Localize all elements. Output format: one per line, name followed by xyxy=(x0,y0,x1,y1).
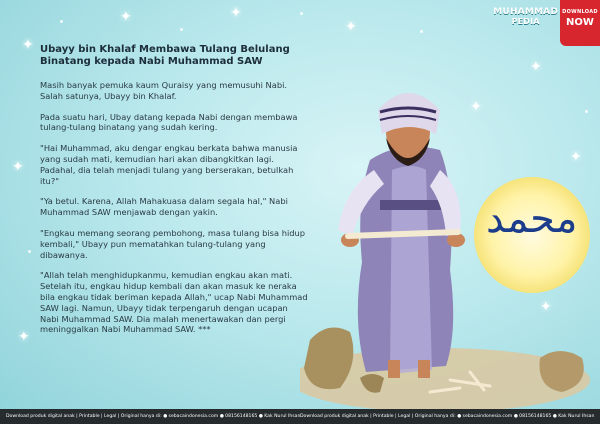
download-badge-line-2: NOW xyxy=(566,17,594,28)
story-paragraph: "Hai Muhammad, aku dengar engkau berkata bahwa manusia yang sudah mati, kemudian hari akan dibangkitkan lagi. Padahal, dia telah menjadi tulang yang berserakan, betulkah itu?" xyxy=(40,143,298,186)
snow-dot xyxy=(300,12,303,15)
story-paragraph: Masih banyak pemuka kaum Quraisy yang memusuhi Nabi. Salah satunya, Ubayy bin Khalaf. xyxy=(40,80,288,101)
story-paragraph: "Allah telah menghidupkanmu, kemudian engkau akan mati. Setelah itu, engkau hidup kembali dan akan masuk ke neraka bila engkau tidak beriman kepada Allah," ucap Nabi Muhammad SAW lagi. Namun, Ubayy tidak terpengaruh dengan ucapan Nabi Muhammad SAW. Dia malah menertawakan dan pergi meninggalkan Nabi Muhammad SAW. *** xyxy=(40,270,308,335)
sparkle-icon: ✦ xyxy=(230,5,242,21)
snow-dot xyxy=(60,20,63,23)
download-badge-line-1: DOWNLOAD xyxy=(562,9,598,15)
footer-bar xyxy=(0,409,600,424)
snow-dot xyxy=(420,30,423,33)
snow-dot xyxy=(180,28,183,31)
footer-text-left: Download produk digital anak | Printable | Legal | Original hanya di: ● sebacaindonesia.com ● 08156148165 ● Kak Nurul Ihsan xyxy=(6,414,301,419)
story-paragraph: "Engkau memang seorang pembohong, masa tulang bisa hidup kembali," Ubayy pun mematahkan tulang-tulang yang dibawanya. xyxy=(40,227,306,260)
story-text xyxy=(40,80,308,345)
story-paragraph: "Ya betul. Karena, Allah Mahakuasa dalam segala hal," Nabi Muhammad SAW menjawab dengan yakin. xyxy=(40,196,288,218)
sparkle-icon: ✦ xyxy=(22,37,34,53)
story-paragraph: Pada suatu hari, Ubay datang kepada Nabi dengan membawa tulang-tulang binatang yang sudah kering. xyxy=(40,111,298,133)
brand-line-1: MUHAMMAD xyxy=(493,7,558,17)
sparkle-icon: ✦ xyxy=(120,9,132,25)
sparkle-icon: ✦ xyxy=(18,329,30,345)
story-title: Ubayy bin Khalaf Membawa Tulang Belulang Binatang kepada Nabi Muhammad SAW xyxy=(40,44,290,67)
sparkle-icon: ✦ xyxy=(470,99,482,115)
sparkle-icon: ✦ xyxy=(530,59,542,75)
footer-text-right: Download produk digital anak | Printable | Legal | Original hanya di: ● sebacaindonesia.com ● 08156148165 ● Kak Nurul Ihsan xyxy=(300,414,595,419)
sparkle-icon: ✦ xyxy=(540,299,552,315)
snow-dot xyxy=(28,250,31,253)
brand-line-2: PEDIA xyxy=(511,17,540,26)
muhammad-calligraphy: محمد xyxy=(486,196,578,242)
download-now-badge[interactable] xyxy=(560,0,600,46)
brand-logo xyxy=(493,8,558,26)
sparkle-icon: ✦ xyxy=(570,149,582,165)
sparkle-icon: ✦ xyxy=(12,159,24,175)
sparkle-icon: ✦ xyxy=(345,19,357,35)
